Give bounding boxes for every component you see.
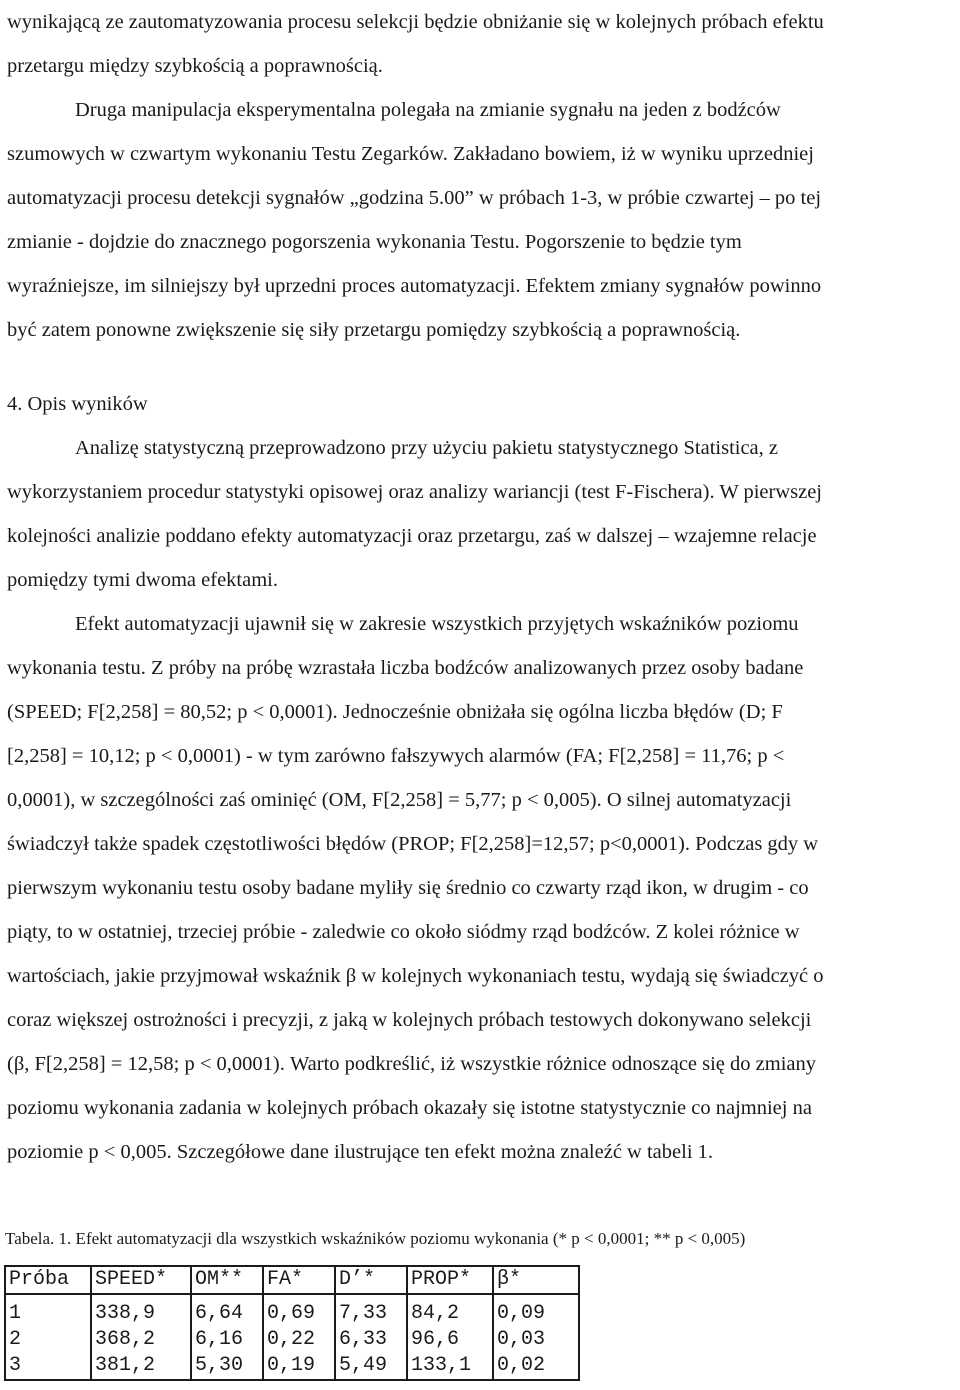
text-line: poziomie p < 0,005. Szczegółowe dane ilustrujące ten efekt można znaleźć w tabeli 1.: [7, 1141, 714, 1163]
text-line: wykonania testu. Z próby na próbę wzrastała liczba bodźców analizowanych przez osoby badane: [7, 657, 804, 679]
table-header-row: [5, 1266, 579, 1294]
table-cell: 0,19: [263, 1353, 335, 1380]
table-cell: 133,1: [407, 1353, 493, 1380]
text-line: wynikającą ze zautomatyzowania procesu selekcji będzie obniżanie się w kolejnych próbach efektu: [7, 11, 824, 33]
table-cell: 5,30: [191, 1353, 263, 1380]
text-line: szumowych w czwartym wykonaniu Testu Zegarków. Zakładano bowiem, iż w wyniku uprzedniej: [7, 143, 814, 165]
text-line: 0,0001), w szczególności zaś ominięć (OM, F[2,258] = 5,77; p < 0,005). O silnej automatyzacji: [7, 789, 792, 811]
text-line: (β, F[2,258] = 12,58; p < 0,0001). Warto podkreślić, iż wszystkie różnice odnoszące się do zmiany: [7, 1053, 816, 1075]
header-cell-beta: β*: [493, 1266, 579, 1294]
text-line: zmianie - dojdzie do znacznego pogorszenia wykonania Testu. Pogorszenie to będzie tym: [7, 231, 742, 253]
text-line: Analizę statystyczną przeprowadzono przy użyciu pakietu statystycznego Statistica, z: [75, 437, 779, 459]
text-line: pomiędzy tymi dwoma efektami.: [7, 569, 278, 591]
text-line: Efekt automatyzacji ujawnił się w zakresie wszystkich przyjętych wskaźników poziomu: [75, 613, 799, 635]
table-cell: 381,2: [91, 1353, 191, 1380]
text-line: wyraźniejsze, im silniejszy był uprzedni proces automatyzacji. Efektem zmiany sygnałów powinno: [7, 275, 822, 297]
table-cell: 84,2: [407, 1294, 493, 1327]
table-cell: 6,16: [191, 1327, 263, 1353]
table-cell: 2: [5, 1327, 91, 1353]
table-cell: 0,22: [263, 1327, 335, 1353]
text-line: coraz większej ostrożności i precyzji, z jaką w kolejnych próbach testowych dokonywano selekcji: [7, 1009, 812, 1031]
header-cell-om: OM**: [191, 1266, 263, 1294]
text-line: poziomu wykonania zadania w kolejnych próbach okazały się istotne statystycznie co najmniej na: [7, 1097, 812, 1119]
header-cell-d-prime: D’*: [335, 1266, 407, 1294]
results-table: [4, 1265, 580, 1381]
text-line: pierwszym wykonaniu testu osoby badane myliły się średnio co czwarty rząd ikon, w drugim - co: [7, 877, 809, 899]
header-cell-fa: FA*: [263, 1266, 335, 1294]
table-cell: 368,2: [91, 1327, 191, 1353]
text-line: Druga manipulacja eksperymentalna polegała na zmianie sygnału na jeden z bodźców: [75, 99, 781, 121]
text-line: [2,258] = 10,12; p < 0,0001) - w tym zarówno fałszywych alarmów (FA; F[2,258] = 11,76; p <: [7, 745, 785, 767]
table-caption: Tabela. 1. Efekt automatyzacji dla wszystkich wskaźników poziomu wykonania (* p < 0,0001; ** p < 0,005): [5, 1229, 746, 1248]
table-cell: 1: [5, 1294, 91, 1327]
table-cell: 3: [5, 1353, 91, 1380]
table-cell: 0,03: [493, 1327, 579, 1353]
text-line: być zatem ponowne zwiększenie się siły przetargu pomiędzy szybkością a poprawnością.: [7, 319, 741, 341]
table-cell: 6,64: [191, 1294, 263, 1327]
body-text: [7, 0, 955, 1174]
text-line: wykorzystaniem procedur statystyki opisowej oraz analizy wariancji (test F-Fischera). W pierwszej: [7, 481, 823, 503]
text-line: 4. Opis wyników: [7, 393, 148, 415]
text-line: świadczył także spadek częstotliwości błędów (PROP; F[2,258]=12,57; p<0,0001). Podczas gdy w: [7, 833, 819, 855]
table-cell: 0,09: [493, 1294, 579, 1327]
table-cell: 6,33: [335, 1327, 407, 1353]
table-row: [5, 1353, 579, 1380]
table-cell: 5,49: [335, 1353, 407, 1380]
table-row: [5, 1327, 579, 1353]
table-cell: 0,69: [263, 1294, 335, 1327]
text-line: kolejności analizie poddano efekty automatyzacji oraz przetargu, zaś w dalszej – wzajemne relacje: [7, 525, 817, 547]
text-line: wartościach, jakie przyjmował wskaźnik β w kolejnych wykonaniach testu, wydają się świadczyć o: [7, 965, 824, 987]
header-cell-prop: PROP*: [407, 1266, 493, 1294]
table-cell: 0,02: [493, 1353, 579, 1380]
table-row: [5, 1294, 579, 1327]
header-cell-speed: SPEED*: [91, 1266, 191, 1294]
text-line: piąty, to w ostatniej, trzeciej próbie - zaledwie co około siódmy rząd bodźców. Z kolei różnice w: [7, 921, 800, 943]
header-cell-proba: Próba: [5, 1266, 91, 1294]
text-line: (SPEED; F[2,258] = 80,52; p < 0,0001). Jednocześnie obniżała się ogólna liczba błędów (D; F: [7, 701, 783, 723]
text-line: automatyzacji procesu detekcji sygnałów „godzina 5.00” w próbach 1-3, w próbie czwartej – po tej: [7, 187, 822, 209]
text-line: przetargu między szybkością a poprawnością.: [7, 55, 383, 77]
paragraph-gap: [7, 352, 955, 382]
table-cell: 338,9: [91, 1294, 191, 1327]
table-cell: 96,6: [407, 1327, 493, 1353]
table-cell: 7,33: [335, 1294, 407, 1327]
